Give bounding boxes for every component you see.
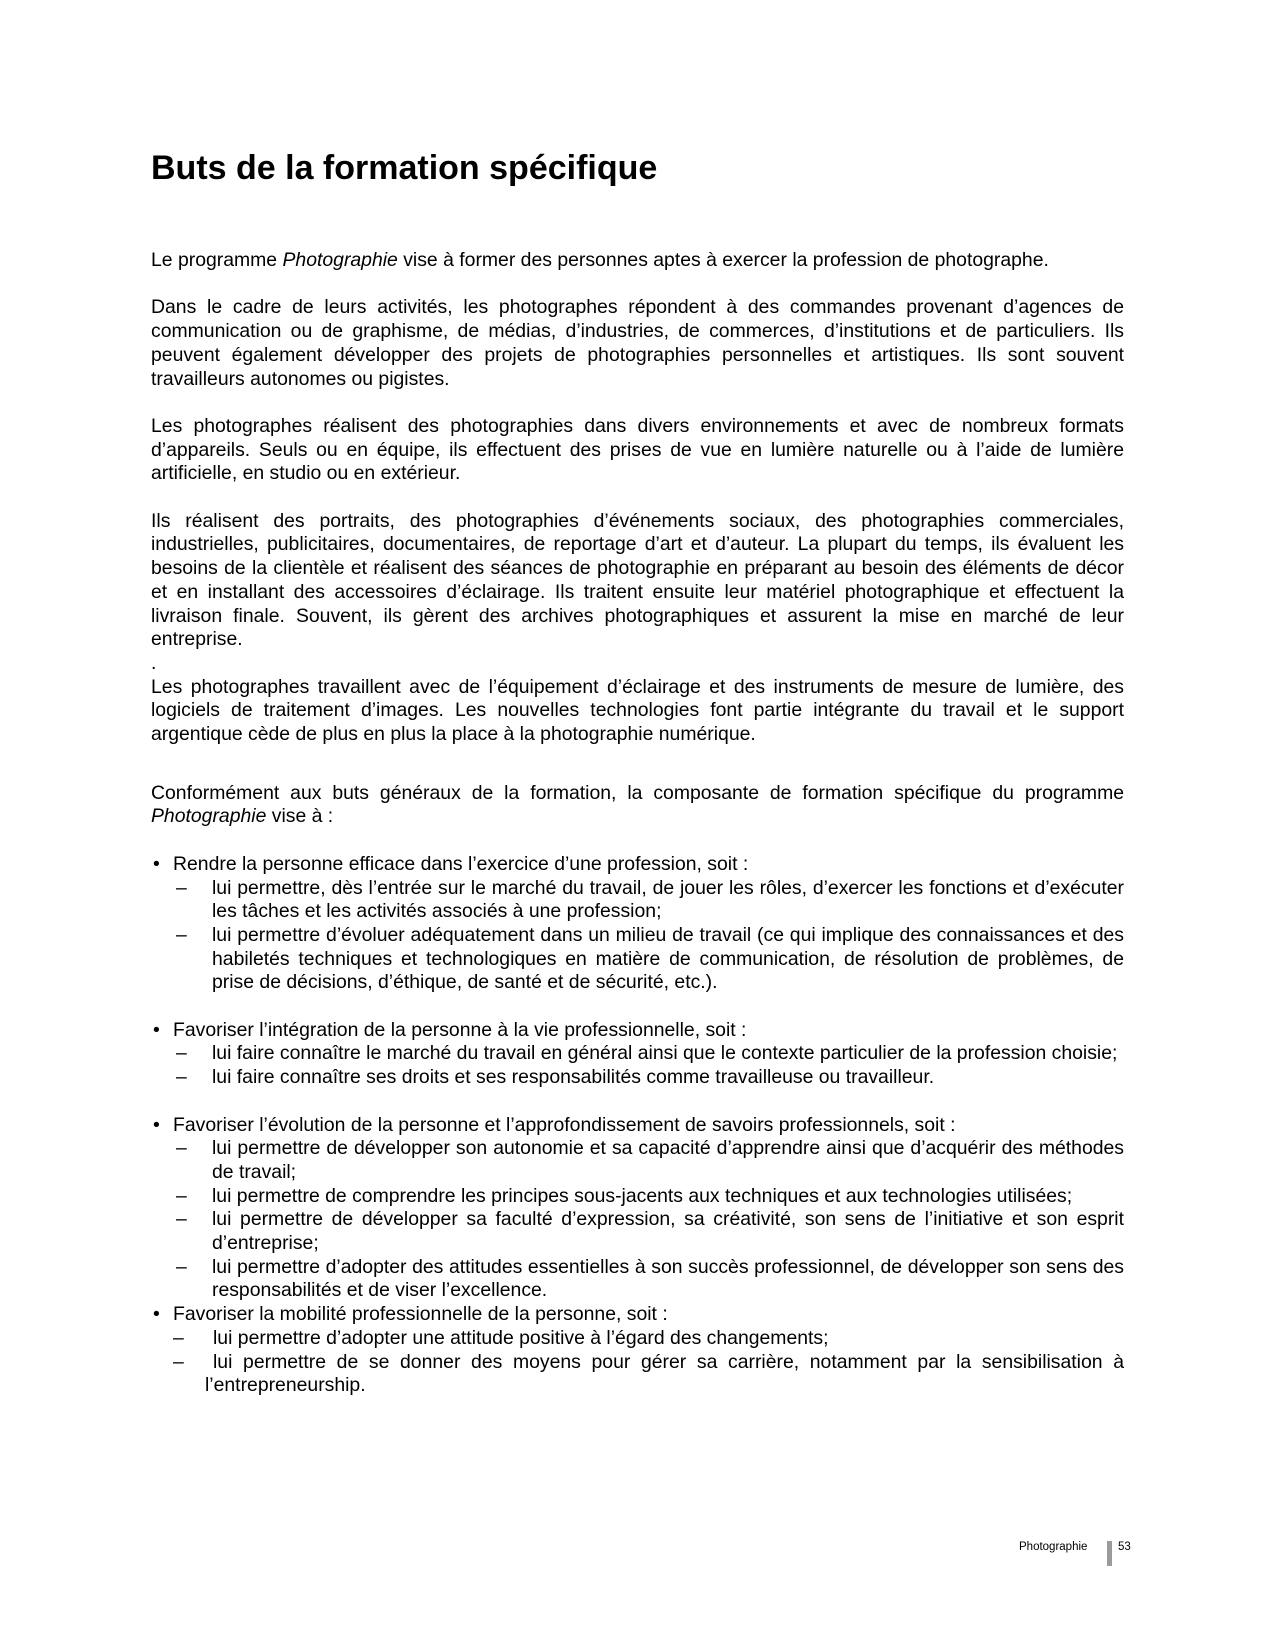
subitem bbox=[173, 1351, 1124, 1398]
goal-item bbox=[151, 853, 1124, 995]
subitem bbox=[173, 1208, 1124, 1255]
dash-icon: – bbox=[176, 1137, 187, 1160]
goal-label: Favoriser l’intégration de la personne à la vie professionnelle, soit : bbox=[173, 1018, 747, 1041]
dash-icon: – bbox=[176, 1255, 187, 1278]
subitem bbox=[173, 877, 1124, 924]
subitem bbox=[173, 1327, 1124, 1351]
subitem-text: lui permettre d’adopter une attitude positive à l’égard des changements; bbox=[213, 1326, 829, 1349]
goal-subitems bbox=[173, 1327, 1124, 1398]
subitem-text: lui faire connaître le marché du travail en général ainsi que le contexte particulier de la profession choisie; bbox=[212, 1042, 1118, 1065]
bullet-icon: • bbox=[153, 852, 160, 875]
goal-item bbox=[151, 1019, 1124, 1090]
subitem bbox=[173, 924, 1124, 995]
paragraph-equipment: Les photographes travaillent avec de l’équipement d’éclairage et des instruments de mesure de lumière, des logiciels de traitement d’images. Les nouvelles technologies font partie intégrante du travail et le support argentique cède de plus en plus la place à la photographie numérique. bbox=[151, 675, 1124, 746]
subitem-text: lui permettre de comprendre les principes sous-jacents aux techniques et aux technologies utilisées; bbox=[212, 1184, 1073, 1207]
goal-subitems bbox=[173, 1137, 1124, 1303]
goal-label: Favoriser l’évolution de la personne et l’approfondissement de savoirs professionnels, soit : bbox=[173, 1113, 956, 1136]
goal-subitems bbox=[173, 1042, 1124, 1089]
subitem bbox=[173, 1066, 1124, 1090]
stray-period: . bbox=[151, 651, 157, 674]
dash-icon: – bbox=[176, 923, 187, 946]
goals-list bbox=[151, 853, 1124, 1398]
goal-item bbox=[151, 1303, 1124, 1398]
footer-title: Photographie bbox=[1019, 1541, 1088, 1553]
dash-icon: – bbox=[176, 876, 187, 899]
paragraph-text: vise à former des personnes aptes à exercer la profession de photographe. bbox=[397, 249, 1049, 271]
dash-icon: – bbox=[176, 1066, 187, 1089]
subitem bbox=[173, 1185, 1124, 1209]
document-body bbox=[151, 249, 1124, 1398]
paragraph-text: Le programme bbox=[151, 249, 283, 271]
page-number: 53 bbox=[1118, 1541, 1131, 1553]
dash-icon: – bbox=[176, 1042, 187, 1065]
paragraph-text: vise à : bbox=[266, 805, 334, 828]
goal-item bbox=[151, 1114, 1124, 1304]
dash-icon: – bbox=[176, 1184, 187, 1207]
paragraph-goals-intro bbox=[151, 782, 1124, 829]
paragraph-clients: Dans le cadre de leurs activités, les photographes répondent à des commandes provenant d’agences de communication ou de graphisme, de médias, d’industries, de commerces, d’institutions et de particuliers. Ils peuvent également développer des projets de photographies personnelles et artistiques. Ils sont souvent travailleurs autonomes ou pigistes. bbox=[151, 296, 1124, 390]
program-name-italic: Photographie bbox=[282, 249, 398, 271]
subitem bbox=[173, 1256, 1124, 1303]
goal-label: Rendre la personne efficace dans l’exercice d’une profession, soit : bbox=[173, 852, 749, 875]
footer-divider-bar bbox=[1107, 1541, 1112, 1566]
subitem bbox=[173, 1137, 1124, 1184]
subitem-text: lui permettre, dès l’entrée sur le marché du travail, de jouer les rôles, d’exercer les fonctions et d’exécuter les tâches et les activités associés à une profession; bbox=[212, 876, 1124, 923]
bullet-icon: • bbox=[153, 1113, 160, 1136]
bullet-icon: • bbox=[153, 1303, 160, 1326]
subitem-text: lui permettre d’évoluer adéquatement dans un milieu de travail (ce qui implique des connaissances et des habiletés techniques et technologiques en matière de communication, de résolution de problèmes, de prise de décisions, d’éthique, de santé et de sécurité, etc.). bbox=[212, 923, 1124, 994]
dash-icon: – bbox=[173, 1350, 184, 1373]
goal-label: Favoriser la mobilité professionnelle de la personne, soit : bbox=[173, 1303, 668, 1326]
dash-icon: – bbox=[176, 1208, 187, 1231]
paragraph-intro bbox=[151, 249, 1124, 273]
goal-subitems bbox=[173, 877, 1124, 996]
subitem-text: lui faire connaître ses droits et ses responsabilités comme travailleuse ou travailleur. bbox=[212, 1066, 935, 1089]
bullet-icon: • bbox=[153, 1018, 160, 1041]
dash-icon: – bbox=[173, 1326, 184, 1349]
subitem-text: lui permettre d’adopter des attitudes essentielles à son succès professionnel, de développer son sens des responsabilités et de viser l’excellence. bbox=[212, 1255, 1124, 1302]
subitem-text: lui permettre de développer sa faculté d’expression, sa créativité, son sens de l’initiative et son esprit d’entreprise; bbox=[212, 1208, 1124, 1255]
program-name-italic: Photographie bbox=[151, 805, 267, 828]
subitem bbox=[173, 1042, 1124, 1066]
paragraph-environments: Les photographes réalisent des photographies dans divers environnements et avec de nombreux formats d’appareils. Seuls ou en équipe, ils effectuent des prises de vue en lumière naturelle ou à l’aide de lumière artificielle, en studio ou en extérieur. bbox=[151, 414, 1124, 485]
subitem-text: lui permettre de se donner des moyens pour gérer sa carrière, notamment par la sensibilisation à l’entrepreneurship. bbox=[205, 1350, 1124, 1397]
subitem-text: lui permettre de développer son autonomie et sa capacité d’apprendre ainsi que d’acquérir des méthodes de travail; bbox=[212, 1137, 1124, 1183]
page-title: Buts de la formation spécifique bbox=[151, 149, 658, 187]
paragraph-tasks: Ils réalisent des portraits, des photographies d’événements sociaux, des photographies commerciales, industrielles, publicitaires, documentaires, de reportage d’art et d’auteur. La plupart du temps, ils évaluent les besoins de la clientèle et réalisent des séances de photographie en préparant au besoin des éléments de décor et en installant des accessoires d’éclairage. Ils traitent ensuite leur matériel photographique et effectuent la livraison finale. Souvent, ils gèrent des archives photographiques et assurent la mise en marché de leur entreprise. bbox=[151, 509, 1124, 651]
paragraph-text: Conformément aux buts généraux de la formation, la composante de formation spécifique du programme bbox=[151, 781, 1124, 804]
